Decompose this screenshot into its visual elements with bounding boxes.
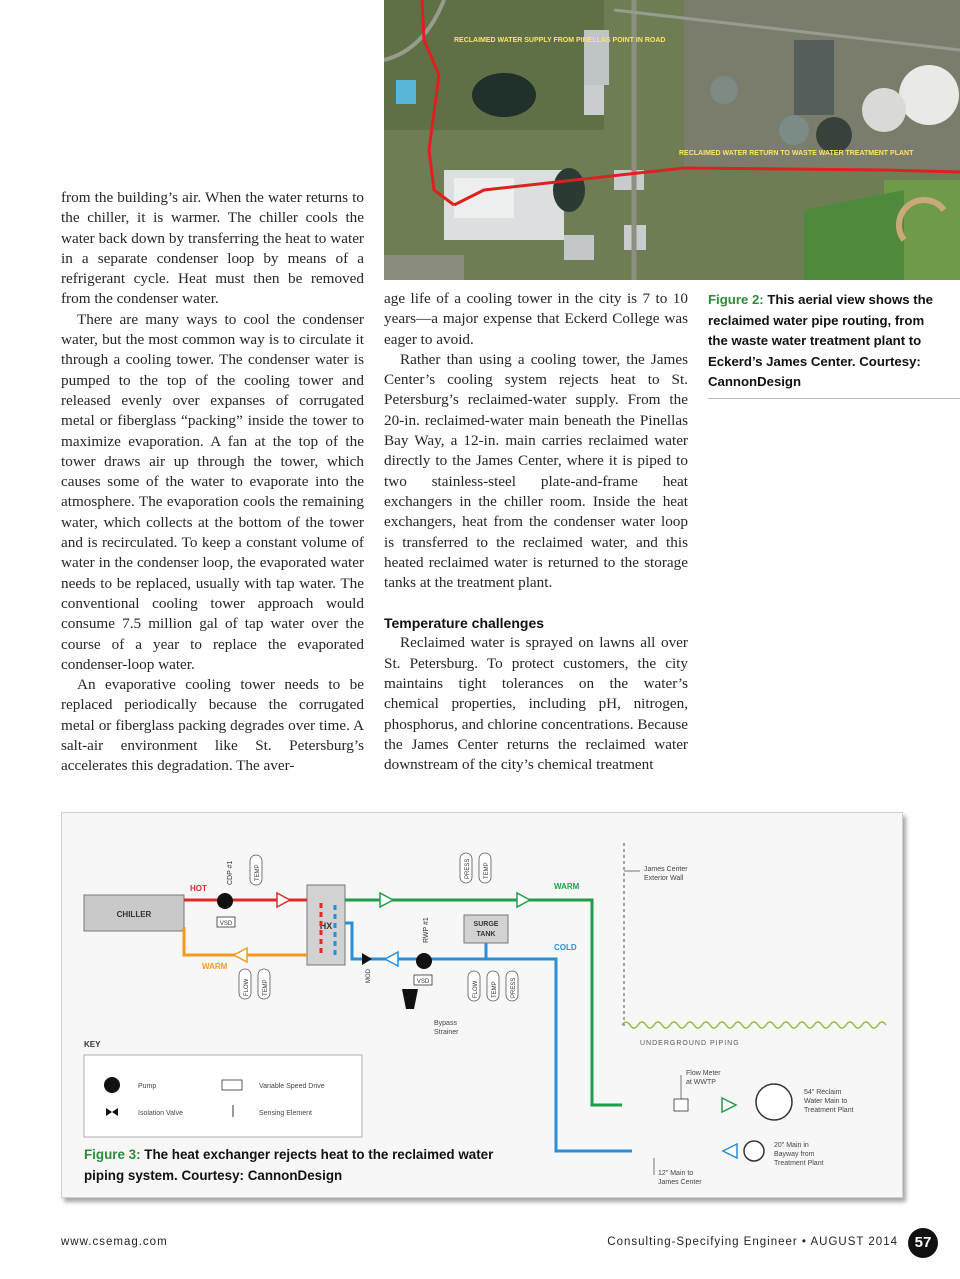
chiller-label: CHILLER (116, 910, 152, 919)
flow-arrow (517, 893, 530, 907)
warm-right-label: WARM (554, 882, 580, 891)
bypass-strainer-icon (402, 989, 418, 1009)
mod-valve-icon (362, 953, 372, 965)
paragraph: from the building’s air. When the water returns to the chiller, it is warmer. The chiller cools the water back down by transferring the heat to water in a separate condenser loop by means of a refrigerant cycle. Heat must then be removed from the condenser water. (61, 189, 364, 308)
figure-3-caption-text: The heat exchanger rejects heat to the reclaimed water piping system. Courtesy: CannonDesign (84, 1147, 494, 1183)
sensor-temp-label: TEMP (263, 979, 269, 996)
sensor-press-label: PRESS (511, 977, 517, 998)
figure-3-label: Figure 3: (84, 1147, 141, 1162)
cdp-pump-icon (217, 893, 233, 909)
main54-label: Water Main to (804, 1098, 848, 1105)
hot-label: HOT (190, 884, 207, 893)
flow-meter-label: Flow Meter (686, 1070, 721, 1077)
mod-label: MOD (366, 969, 372, 983)
sensor-press-label: PRESS (465, 858, 471, 879)
main12-label: James Center (658, 1179, 702, 1186)
section-heading: Temperature challenges (384, 615, 545, 632)
hx-label: HX (319, 921, 333, 931)
main54-label: 54" Reclaim (804, 1089, 842, 1096)
key-pump-icon (104, 1077, 120, 1093)
sensor-temp-label: TEMP (492, 981, 498, 998)
surge-tank-label: SURGE (473, 921, 499, 928)
underground-label: UNDERGROUND PIPING (640, 1040, 740, 1047)
schematic-drawing (62, 813, 902, 1197)
flow-arrow (723, 1144, 737, 1158)
paragraph: An evaporative cooling tower needs to be replaced periodically because the corrugated metal or fiberglass packing degrades over time. A salt-air environment like St. Petersburg’s accelerates this degradation. The aver- (61, 676, 364, 775)
figure-2-caption-text: This aerial view shows the reclaimed water pipe routing, from the waste water treatment plant to Eckerd’s James Center. Courtesy: CannonDesign (708, 292, 933, 389)
figure-2-label: Figure 2: (708, 292, 764, 307)
flow-arrow (277, 893, 290, 907)
paragraph: There are many ways to cool the condenser water, but the most common way is to circulate it through a cooling tower. The condenser water is pumped to the top of the cooling tower and released evenly over expanses of corrugated metal or fiberglass “packing” inside the tower to maximize evaporation. A fan at the top of the tower draws air up through the tower, which causes some of the water to evaporate into the atmosphere. The evaporation cools the remaining water, which collects at the bottom of the tower and is recirculated. To keep a constant volume of water in the condenser loop, the evaporated water needs to be replaced, usually with tap water. The conventional cooling tower approach would consume 7.5 million gal of tap water over the course of a year to replace the evaporated condenser-loop water. (61, 310, 364, 673)
main-20-icon (744, 1141, 764, 1161)
vsd-label: VSD (219, 921, 233, 927)
photo-label-supply: RECLAIMED WATER SUPPLY FROM PINELLAS POINT IN ROAD (454, 37, 666, 44)
article-column-1 (61, 188, 364, 777)
figure-3-schematic (61, 812, 903, 1198)
key-sensor-label: Sensing Element (259, 1110, 312, 1117)
paragraph: Reclaimed water is sprayed on lawns all over St. Petersburg. To protect customers, the city maintains tight tolerances on the water’s chemical properties, including pH, nitrogen, phosphorus, and chlorine concentrations. Because the James Center returns the reclaimed water downstream of the city’s chemical treatment (384, 634, 688, 774)
vsd-label: VSD (416, 979, 430, 985)
main20-label: Bayway from (774, 1151, 815, 1158)
article-column-2 (384, 289, 688, 776)
flow-arrow (380, 893, 393, 907)
footer-magazine: Consulting-Specifying Engineer • AUGUST 2014 (607, 1236, 898, 1248)
bypass-label: Strainer (434, 1029, 459, 1036)
sensor-flow-label: FLOW (244, 978, 250, 996)
footer-url: www.csemag.com (61, 1236, 168, 1248)
key-box (84, 1055, 362, 1137)
main54-label: Treatment Plant (804, 1107, 854, 1114)
paragraph: Rather than using a cooling tower, the James Center’s cooling system rejects heat to St. Petersburg’s reclaimed-water supply. From the 20-in. reclaimed-water main beneath the Pinellas Bay Way, a 12-in. main carries reclaimed water directly to the James Center, where it is piped to two stainless-steel plate-and-frame heat exchangers in the chiller room. Inside the heat exchangers, heat from the condenser water loop is transferred to the reclaimed water, and this heated reclaimed water is returned to the storage tanks at the treatment plant. (384, 350, 688, 592)
reclaim-main-54-icon (756, 1084, 792, 1120)
sensor-temp-label: TEMP (255, 864, 261, 881)
paragraph: age life of a cooling tower in the city is 7 to 10 years—a major expense that Eckerd College was eager to avoid. (384, 290, 688, 348)
sensor-temp-label: TEMP (484, 862, 490, 879)
key-vsd-label: Variable Speed Drive (259, 1083, 325, 1090)
flow-meter-label: at WWTP (686, 1079, 716, 1086)
sensor-flow-label: FLOW (473, 980, 479, 998)
key-valve-label: Isolation Valve (138, 1110, 184, 1117)
aerial-photo (384, 0, 960, 280)
main20-label: Treatment Plant (774, 1160, 824, 1167)
main12-label: 12" Main to (658, 1170, 694, 1177)
cold-label: COLD (554, 943, 577, 952)
rwp-pump-icon (416, 953, 432, 969)
cdp-label: CDP #1 (227, 860, 234, 885)
wall-label: James Center (644, 866, 688, 873)
wall-label: Exterior Wall (644, 875, 684, 882)
key-vsd-icon (222, 1080, 242, 1090)
main20-label: 20" Main in (774, 1142, 809, 1149)
ground-line (622, 1022, 886, 1028)
caption-divider (708, 398, 960, 399)
key-pump-label: Pump (138, 1083, 157, 1090)
bypass-label: Bypass (434, 1020, 457, 1027)
flow-arrow (385, 952, 398, 966)
surge-tank (464, 915, 508, 943)
rwp-label: RWP #1 (423, 917, 430, 943)
flow-meter-icon (674, 1099, 688, 1111)
figure-2-caption (708, 290, 943, 393)
warm-left-label: WARM (202, 962, 228, 971)
flow-arrow (722, 1098, 736, 1112)
page-number: 57 (908, 1228, 938, 1258)
key-title: KEY (84, 1040, 101, 1049)
photo-label-return: RECLAIMED WATER RETURN TO WASTE WATER TREATMENT PLANT (679, 150, 914, 157)
aerial-photo-drawing (384, 0, 960, 280)
flow-arrow (234, 948, 247, 962)
figure-3-caption (84, 1145, 504, 1186)
surge-tank-label: TANK (476, 931, 496, 938)
